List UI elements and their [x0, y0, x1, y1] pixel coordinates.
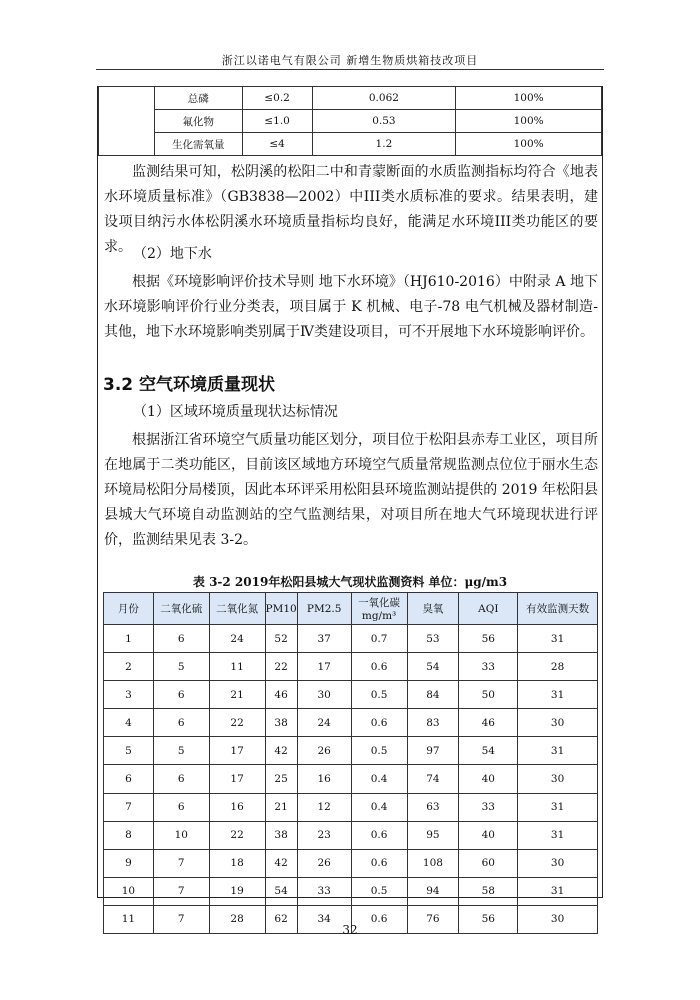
table-cell: 0.5	[351, 681, 407, 709]
table-row	[104, 849, 598, 877]
table-cell: 95	[407, 821, 459, 849]
table-cell: 22	[209, 709, 265, 737]
table-cell: 33	[459, 793, 518, 821]
table-cell: 30	[518, 905, 598, 933]
paragraph-water-conclusion: 监测结果可知，松阴溪的松阳二中和青蒙断面的水质监测指标均符合《地表水环境质量标准》（GB3838—2002）中III类水质标准的要求。结果表明，建设项目纳污水体松阴溪水环境质量指标均良好，能满足水环境III类功能区的要求。	[104, 164, 598, 255]
table-row	[99, 110, 602, 133]
table-cell: 1	[104, 625, 154, 653]
table-cell: 16	[209, 793, 265, 821]
table-cell-standard: ≤0.2	[242, 87, 312, 110]
table-cell: 97	[407, 737, 459, 765]
table-cell: 30	[518, 765, 598, 793]
table-cell: 10	[104, 877, 154, 905]
table-cell: 8	[104, 821, 154, 849]
table-cell: 84	[407, 681, 459, 709]
table-cell: 22	[209, 821, 265, 849]
table-cell: 31	[518, 793, 598, 821]
table-cell: 37	[297, 625, 351, 653]
column-header: 一氧化碳 mg/m³	[351, 593, 407, 625]
table-cell: 31	[518, 737, 598, 765]
table-cell: 23	[297, 821, 351, 849]
table-cell: 6	[153, 765, 209, 793]
table-cell: 108	[407, 849, 459, 877]
table-cell: 30	[297, 681, 351, 709]
table-cell: 50	[459, 681, 518, 709]
table-cell: 42	[265, 737, 297, 765]
table-cell: 0.4	[351, 793, 407, 821]
table-cell: 31	[518, 681, 598, 709]
column-header: 二氧化氮	[209, 593, 265, 625]
table-cell: 5	[153, 737, 209, 765]
table-cell-rate: 100%	[456, 110, 602, 133]
table-row	[99, 133, 602, 156]
table-cell: 28	[518, 653, 598, 681]
column-header: PM10	[265, 593, 297, 625]
table-cell: 21	[265, 793, 297, 821]
table-cell: 33	[297, 877, 351, 905]
table-cell: 6	[153, 793, 209, 821]
table-cell: 6	[104, 765, 154, 793]
table-cell: 7	[153, 877, 209, 905]
table-cell: 25	[265, 765, 297, 793]
air-quality-table	[103, 592, 598, 934]
table-cell: 74	[407, 765, 459, 793]
table-cell: 26	[297, 849, 351, 877]
table-row	[104, 737, 598, 765]
table-cell: 42	[265, 849, 297, 877]
table-row	[104, 625, 598, 653]
table-cell: 18	[209, 849, 265, 877]
table-cell: 5	[104, 737, 154, 765]
table-cell-standard: ≤1.0	[242, 110, 312, 133]
table-cell: 52	[265, 625, 297, 653]
table-cell: 11	[104, 905, 154, 933]
table-cell: 0.5	[351, 737, 407, 765]
table-cell: 46	[265, 681, 297, 709]
table-cell: 56	[459, 625, 518, 653]
table-cell: 7	[153, 905, 209, 933]
table-row	[104, 821, 598, 849]
table-cell: 46	[459, 709, 518, 737]
table-cell: 40	[459, 765, 518, 793]
table-cell: 53	[407, 625, 459, 653]
table-cell-value: 1.2	[312, 133, 456, 156]
table-cell: 17	[297, 653, 351, 681]
table-cell: 9	[104, 849, 154, 877]
merged-cell	[99, 87, 155, 156]
table-row	[99, 87, 602, 110]
table-row	[104, 653, 598, 681]
table-cell: 17	[209, 737, 265, 765]
table-cell: 58	[459, 877, 518, 905]
page-header: 浙江以诺电气有限公司 新增生物质烘箱技改项目	[221, 54, 479, 67]
table-cell-rate: 100%	[456, 87, 602, 110]
column-header: 有效监测天数	[518, 593, 598, 625]
table-cell: 38	[265, 821, 297, 849]
table-cell: 31	[518, 821, 598, 849]
table-cell: 7	[153, 849, 209, 877]
table-cell: 6	[153, 709, 209, 737]
table-cell: 60	[459, 849, 518, 877]
page-number: 32	[342, 923, 358, 937]
table-cell: 7	[104, 793, 154, 821]
table-cell: 30	[518, 709, 598, 737]
table-cell: 21	[209, 681, 265, 709]
table-cell-value: 0.53	[312, 110, 456, 133]
table-cell: 38	[265, 709, 297, 737]
subheading-regional-air: （1）区域环境质量现状达标情况	[133, 404, 338, 420]
table-cell: 31	[518, 877, 598, 905]
table-cell: 24	[297, 709, 351, 737]
table-cell: 54	[459, 737, 518, 765]
column-header: AQI	[459, 593, 518, 625]
table-cell: 28	[209, 905, 265, 933]
table-cell: 4	[104, 709, 154, 737]
table-cell: 0.6	[351, 849, 407, 877]
table-cell: 83	[407, 709, 459, 737]
table-cell: 5	[153, 653, 209, 681]
table-row	[104, 681, 598, 709]
table-cell: 0.7	[351, 625, 407, 653]
column-header: 月份	[104, 593, 154, 625]
subheading-groundwater: （2）地下水	[133, 246, 212, 262]
table-cell: 17	[209, 765, 265, 793]
table-cell: 0.4	[351, 765, 407, 793]
table-cell: 11	[209, 653, 265, 681]
table-cell: 19	[209, 877, 265, 905]
paragraph-groundwater: 根据《环境影响评价技术导则 地下水环境》（HJ610-2016）中附录 A 地下水环境影响评价行业分类表，项目属于 K 机械、电子-78 电气机械及器材制造-其他，地下水环境影响类别属于Ⅳ类建设项目，可不开展地下水环境影响评价。	[104, 274, 598, 340]
table-cell: 3	[104, 681, 154, 709]
table-cell-item: 总磷	[154, 87, 242, 110]
table-cell: 0.6	[351, 653, 407, 681]
column-header: PM2.5	[297, 593, 351, 625]
table-cell: 40	[459, 821, 518, 849]
table-cell: 2	[104, 653, 154, 681]
table-cell: 0.6	[351, 709, 407, 737]
table-cell: 6	[153, 625, 209, 653]
table-cell: 24	[209, 625, 265, 653]
table-cell: 33	[459, 653, 518, 681]
table-cell: 56	[459, 905, 518, 933]
column-header: 二氧化硫	[153, 593, 209, 625]
table-row	[104, 793, 598, 821]
table-cell-standard: ≤4	[242, 133, 312, 156]
column-header: 臭氧	[407, 593, 459, 625]
table-cell: 31	[518, 625, 598, 653]
table-cell: 10	[153, 821, 209, 849]
header-rule	[96, 69, 604, 70]
table-cell: 54	[265, 877, 297, 905]
water-quality-table	[98, 86, 602, 156]
table-cell: 12	[297, 793, 351, 821]
table-cell: 94	[407, 877, 459, 905]
table-cell-item: 氟化物	[154, 110, 242, 133]
table-cell-rate: 100%	[456, 133, 602, 156]
table-row	[104, 709, 598, 737]
paragraph-air-quality: 根据浙江省环境空气质量功能区划分，项目位于松阳县赤寿工业区，项目所在地属于二类功能区，目前该区域地方环境空气质量常规监测点位位于丽水生态环境局松阳分局楼顶，因此本环评采用松阳县环境监测站提供的 2019 年松阳县县城大气环境自动监测站的空气监测结果，对项目所在地大气环境现状进行评价，监测结果见表 3-2。	[104, 432, 598, 548]
table-cell: 34	[297, 905, 351, 933]
table-cell: 54	[407, 653, 459, 681]
table-cell: 76	[407, 905, 459, 933]
table-cell-item: 生化需氧量	[154, 133, 242, 156]
table-cell: 0.6	[351, 905, 407, 933]
table-cell: 62	[265, 905, 297, 933]
table-cell: 6	[153, 681, 209, 709]
table-cell: 0.5	[351, 877, 407, 905]
table-caption: 表 3-2 2019年松阳县城大气现状监测资料 单位：μg/m3	[192, 575, 508, 589]
table-cell: 63	[407, 793, 459, 821]
table-cell: 0.6	[351, 821, 407, 849]
table-row	[104, 877, 598, 905]
table-cell: 16	[297, 765, 351, 793]
table-cell-value: 0.062	[312, 87, 456, 110]
table-row	[104, 765, 598, 793]
table-cell: 22	[265, 653, 297, 681]
table-cell: 30	[518, 849, 598, 877]
section-title: 3.2 空气环境质量现状	[103, 375, 276, 395]
table-cell: 26	[297, 737, 351, 765]
